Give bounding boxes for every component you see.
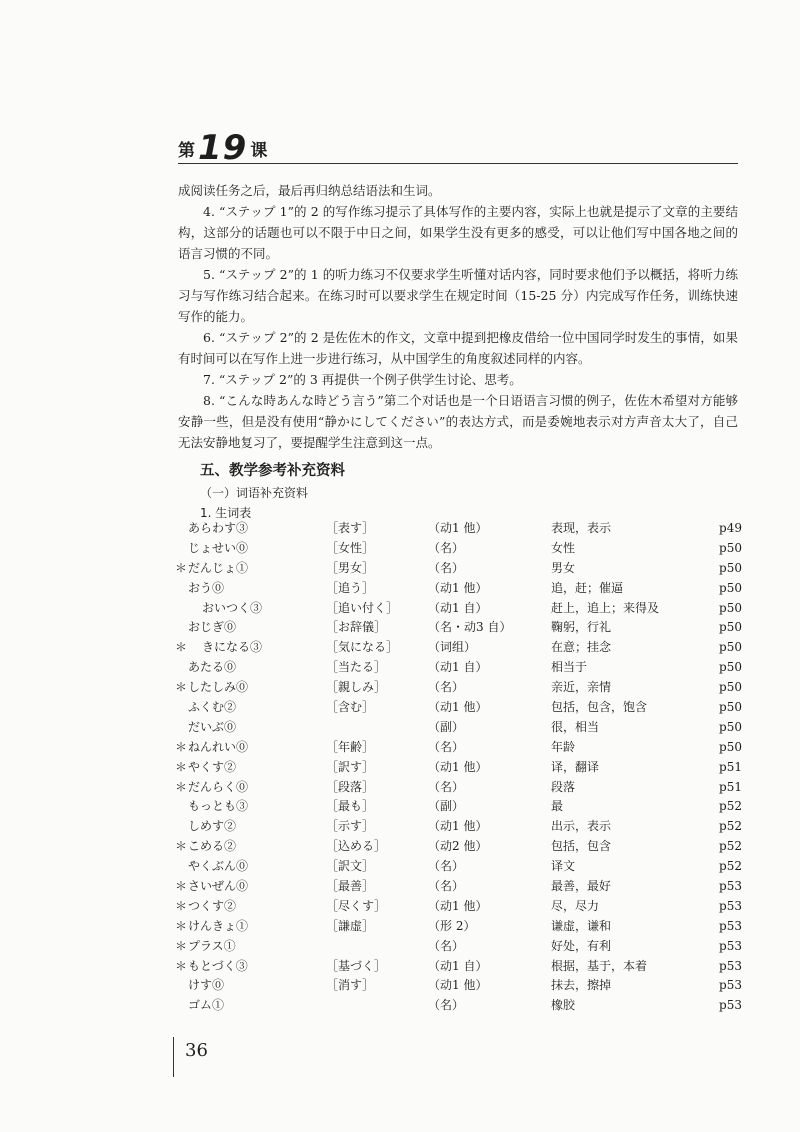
vocab-reading: きになる③ <box>202 640 263 655</box>
vocab-page: p52 <box>719 859 742 874</box>
page-number: 36 <box>185 1040 208 1061</box>
vocab-pos: （动1 他） <box>428 580 488 595</box>
vocab-page: p53 <box>719 918 742 933</box>
vocabulary-table <box>172 518 742 1015</box>
vocab-meaning: 在意；挂念 <box>551 640 612 655</box>
lesson-title <box>178 128 268 168</box>
vocab-pos: （动1 他） <box>428 700 488 715</box>
vocab-row <box>172 896 742 916</box>
vocab-mark: ＊ <box>175 938 188 953</box>
vocab-row <box>172 777 742 797</box>
vocab-row <box>172 558 742 578</box>
vocab-page: p50 <box>719 719 742 734</box>
vocab-pos: （动1 他） <box>428 978 488 993</box>
lesson-prefix: 第 <box>178 141 195 161</box>
lesson-suffix: 课 <box>250 141 268 161</box>
subsection-title: （一）词语补充资料 <box>200 486 309 500</box>
vocab-page: p49 <box>719 521 742 535</box>
vocab-reading: ゴム① <box>188 998 225 1013</box>
body-paragraph: 5. “ステップ 2”的 1 的听力练习不仅要求学生听懂对话内容，同时要求他们予以概括，将听力练习与写作练习结合起来。在练习时可以要求学生在规定时间（15-25 分）内完成写作任务，训练快速写作的能力。 <box>178 267 738 324</box>
vocab-reading: おいつく③ <box>202 600 263 615</box>
vocab-row <box>172 856 742 876</box>
vocab-row <box>172 796 742 816</box>
vocab-meaning: 鞠躬，行礼 <box>551 620 612 635</box>
vocab-kanji: ［込める］ <box>326 839 387 854</box>
vocab-meaning: 很，相当 <box>551 719 600 734</box>
vocab-reading: やくぶん⓪ <box>188 859 249 874</box>
vocab-meaning: 译，翻译 <box>551 759 600 774</box>
vocab-row <box>172 995 742 1015</box>
vocab-reading: したしみ⓪ <box>188 680 249 695</box>
vocab-meaning: 相当于 <box>551 660 588 675</box>
vocab-pos: （名） <box>428 879 465 894</box>
vocab-pos: （名） <box>428 560 465 575</box>
vocab-page: p50 <box>719 739 742 754</box>
vocab-kanji: ［表す］ <box>326 521 375 535</box>
vocab-meaning: 译文 <box>551 859 576 874</box>
vocab-meaning: 出示，表示 <box>551 819 612 834</box>
vocab-meaning: 段落 <box>551 779 576 794</box>
vocab-pos: （名） <box>428 998 465 1013</box>
vocab-row <box>172 538 742 558</box>
vocab-kanji: ［基づく］ <box>326 958 387 973</box>
vocab-pos: （词组） <box>428 640 477 655</box>
vocab-kanji: ［年齢］ <box>326 739 375 754</box>
vocab-page: p53 <box>719 958 742 973</box>
section-title: 五、教学参考补充资料 <box>200 463 345 479</box>
vocab-row <box>172 598 742 618</box>
vocab-pos: （动1 自） <box>428 958 488 973</box>
vocab-reading: つくす② <box>188 898 237 913</box>
vocab-page: p53 <box>719 978 742 993</box>
body-paragraph: 成阅读任务之后，最后再归纳总结语法和生词。 <box>178 183 441 198</box>
vocab-reading: だいぶ⓪ <box>188 719 237 734</box>
vocab-pos: （名） <box>428 680 465 695</box>
vocab-kanji: ［訳す］ <box>326 759 375 774</box>
vocab-pos: （名） <box>428 739 465 754</box>
body-text <box>178 180 738 453</box>
vocab-meaning: 谦虚，谦和 <box>551 918 612 933</box>
vocab-reading: プラス① <box>188 938 236 953</box>
vocab-meaning: 男女 <box>551 560 576 575</box>
vocab-kanji: ［尽くす］ <box>326 898 387 913</box>
vocab-meaning: 女性 <box>551 540 576 555</box>
footer-rule <box>173 1037 174 1077</box>
vocab-reading: しめす② <box>188 819 237 834</box>
vocab-page: p50 <box>719 540 742 555</box>
vocab-row <box>172 916 742 936</box>
vocab-pos: （名） <box>428 938 465 953</box>
vocab-kanji: ［追い付く］ <box>326 600 399 615</box>
vocab-kanji: ［段落］ <box>326 779 375 794</box>
vocab-page: p52 <box>719 819 742 834</box>
vocab-page: p53 <box>719 998 742 1013</box>
vocab-row <box>172 617 742 637</box>
vocab-pos: （动1 他） <box>428 521 488 535</box>
vocab-mark: ＊ <box>175 739 188 754</box>
vocab-mark: ＊ <box>175 879 188 894</box>
vocab-reading: おじぎ⓪ <box>188 620 237 635</box>
vocab-mark: ＊ <box>175 958 188 973</box>
vocab-meaning: 包括，包含 <box>551 839 612 854</box>
body-paragraph: 7. “ステップ 2”的 3 再提供一个例子供学生讨论、思考。 <box>203 372 522 387</box>
vocab-mark: ＊ <box>175 680 188 695</box>
vocab-page: p53 <box>719 938 742 953</box>
vocab-page: p50 <box>719 600 742 615</box>
vocab-meaning: 亲近，亲情 <box>551 680 612 695</box>
vocab-meaning: 最 <box>551 799 564 814</box>
vocab-row <box>172 816 742 836</box>
vocab-mark: ＊ <box>175 759 188 774</box>
vocab-meaning: 尽，尽力 <box>551 898 600 913</box>
vocab-reading: あたる⓪ <box>188 660 237 675</box>
vocab-row <box>172 697 742 717</box>
vocab-row <box>172 578 742 598</box>
vocab-pos: （名） <box>428 859 465 874</box>
vocab-meaning: 表现，表示 <box>551 521 612 535</box>
vocab-pos: （名） <box>428 779 465 794</box>
vocab-meaning: 抹去，擦掉 <box>551 978 612 993</box>
vocab-pos: （动1 自） <box>428 600 488 615</box>
vocab-page: p50 <box>719 580 742 595</box>
vocab-kanji: ［消す］ <box>326 978 375 993</box>
vocab-row <box>172 637 742 657</box>
vocab-page: p51 <box>719 759 742 774</box>
vocab-meaning: 好处，有利 <box>551 938 612 953</box>
body-paragraph: 8. “こんな時あんな時どう言う”第二个对话也是一个日语语言习惯的例子，佐佐木希望对方能够安静一些，但是没有使用“静かにしてください”的表达方式，而是委婉地表示对方声音太大了，自己无法安静地复习了，要提醒学生注意到这一点。 <box>178 393 738 450</box>
lesson-number: 19 <box>198 128 248 168</box>
vocab-mark: ＊ <box>175 898 188 913</box>
vocab-kanji: ［追う］ <box>326 580 375 595</box>
vocab-pos: （动1 他） <box>428 819 488 834</box>
vocab-mark: ＊ <box>175 640 188 655</box>
vocab-kanji: ［気になる］ <box>326 640 399 655</box>
vocab-pos: （名・动3 自） <box>428 620 512 635</box>
vocab-pos: （动2 他） <box>428 839 488 854</box>
vocab-kanji: ［含む］ <box>326 700 375 715</box>
vocab-meaning: 年龄 <box>551 739 576 754</box>
list-title: 1. 生词表 <box>200 506 252 520</box>
vocab-page: p51 <box>719 779 742 794</box>
vocab-row <box>172 936 742 956</box>
vocab-row <box>172 876 742 896</box>
vocab-pos: （形 2） <box>428 918 476 933</box>
vocab-row <box>172 975 742 995</box>
vocab-meaning: 包括，包含，饱含 <box>551 700 648 715</box>
vocab-reading: だんじょ① <box>188 560 249 575</box>
vocab-kanji: ［最も］ <box>326 799 375 814</box>
vocab-meaning: 最善，最好 <box>551 879 612 894</box>
vocab-row <box>172 836 742 856</box>
vocab-kanji: ［当たる］ <box>326 660 387 675</box>
vocab-page: p53 <box>719 879 742 894</box>
vocab-reading: じょせい⓪ <box>188 540 249 555</box>
vocab-meaning: 赶上，追上；来得及 <box>551 600 660 615</box>
vocab-kanji: ［親しみ］ <box>326 680 387 695</box>
vocab-meaning: 追，赶；催逼 <box>551 580 624 595</box>
vocab-pos: （副） <box>428 719 465 734</box>
vocab-kanji: ［お辞儀］ <box>326 620 387 635</box>
lesson-header <box>178 128 738 168</box>
vocab-reading: おう⓪ <box>188 580 225 595</box>
vocab-reading: こめる② <box>188 839 237 854</box>
vocab-row <box>172 956 742 976</box>
vocab-page: p50 <box>719 680 742 695</box>
vocab-reading: やくす② <box>188 759 237 774</box>
vocab-pos: （动1 自） <box>428 660 488 675</box>
vocab-kanji: ［女性］ <box>326 540 375 555</box>
vocab-reading: けす⓪ <box>188 978 225 993</box>
vocab-meaning: 根据，基于，本着 <box>551 958 648 973</box>
vocab-row <box>172 677 742 697</box>
vocab-pos: （名） <box>428 540 465 555</box>
vocab-reading: けんきょ① <box>188 918 249 933</box>
vocab-page: p53 <box>719 898 742 913</box>
vocab-mark: ＊ <box>175 560 188 575</box>
vocab-page: p50 <box>719 640 742 655</box>
vocab-page: p50 <box>719 700 742 715</box>
vocab-kanji: ［謙虚］ <box>326 918 375 933</box>
vocab-kanji: ［男女］ <box>326 560 375 575</box>
vocab-reading: ふくむ② <box>188 700 237 715</box>
vocab-row <box>172 518 742 538</box>
vocab-kanji: ［訳文］ <box>326 859 375 874</box>
vocab-page: p52 <box>719 799 742 814</box>
vocab-pos: （动1 他） <box>428 898 488 913</box>
vocab-kanji: ［最善］ <box>326 879 375 894</box>
vocab-mark: ＊ <box>175 918 188 933</box>
vocab-page: p50 <box>719 560 742 575</box>
vocab-kanji: ［示す］ <box>326 819 375 834</box>
vocab-reading: だんらく⓪ <box>188 779 249 794</box>
vocab-pos: （动1 他） <box>428 759 488 774</box>
body-paragraph: 6. “ステップ 2”的 2 是佐佐木的作文，文章中提到把橡皮借给一位中国同学时发生的事情，如果有时间可以在写作上进一步进行练习，从中国学生的角度叙述同样的内容。 <box>178 330 738 366</box>
vocab-pos: （副） <box>428 799 465 814</box>
vocab-meaning: 橡胶 <box>551 998 576 1013</box>
vocab-reading: ねんれい⓪ <box>188 739 249 754</box>
vocab-reading: もっとも③ <box>188 799 249 814</box>
vocab-mark: ＊ <box>175 779 188 794</box>
header-rule <box>178 163 738 164</box>
vocab-page: p50 <box>719 620 742 635</box>
vocab-row <box>172 717 742 737</box>
vocab-row <box>172 657 742 677</box>
vocab-row <box>172 757 742 777</box>
vocab-page: p50 <box>719 660 742 675</box>
vocab-page: p52 <box>719 839 742 854</box>
vocab-reading: さいぜん⓪ <box>188 879 249 894</box>
vocab-reading: もとづく③ <box>188 958 248 973</box>
body-paragraph: 4. “ステップ 1”的 2 的写作练习提示了具体写作的主要内容，实际上也就是提示了文章的主要结构，这部分的话题也可以不限于中日之间，如果学生没有更多的感受，可以让他们写中国各地之间的语言习惯的不同。 <box>178 204 738 261</box>
vocab-row <box>172 737 742 757</box>
vocab-reading: あらわす③ <box>188 521 249 535</box>
vocab-mark: ＊ <box>175 839 188 854</box>
